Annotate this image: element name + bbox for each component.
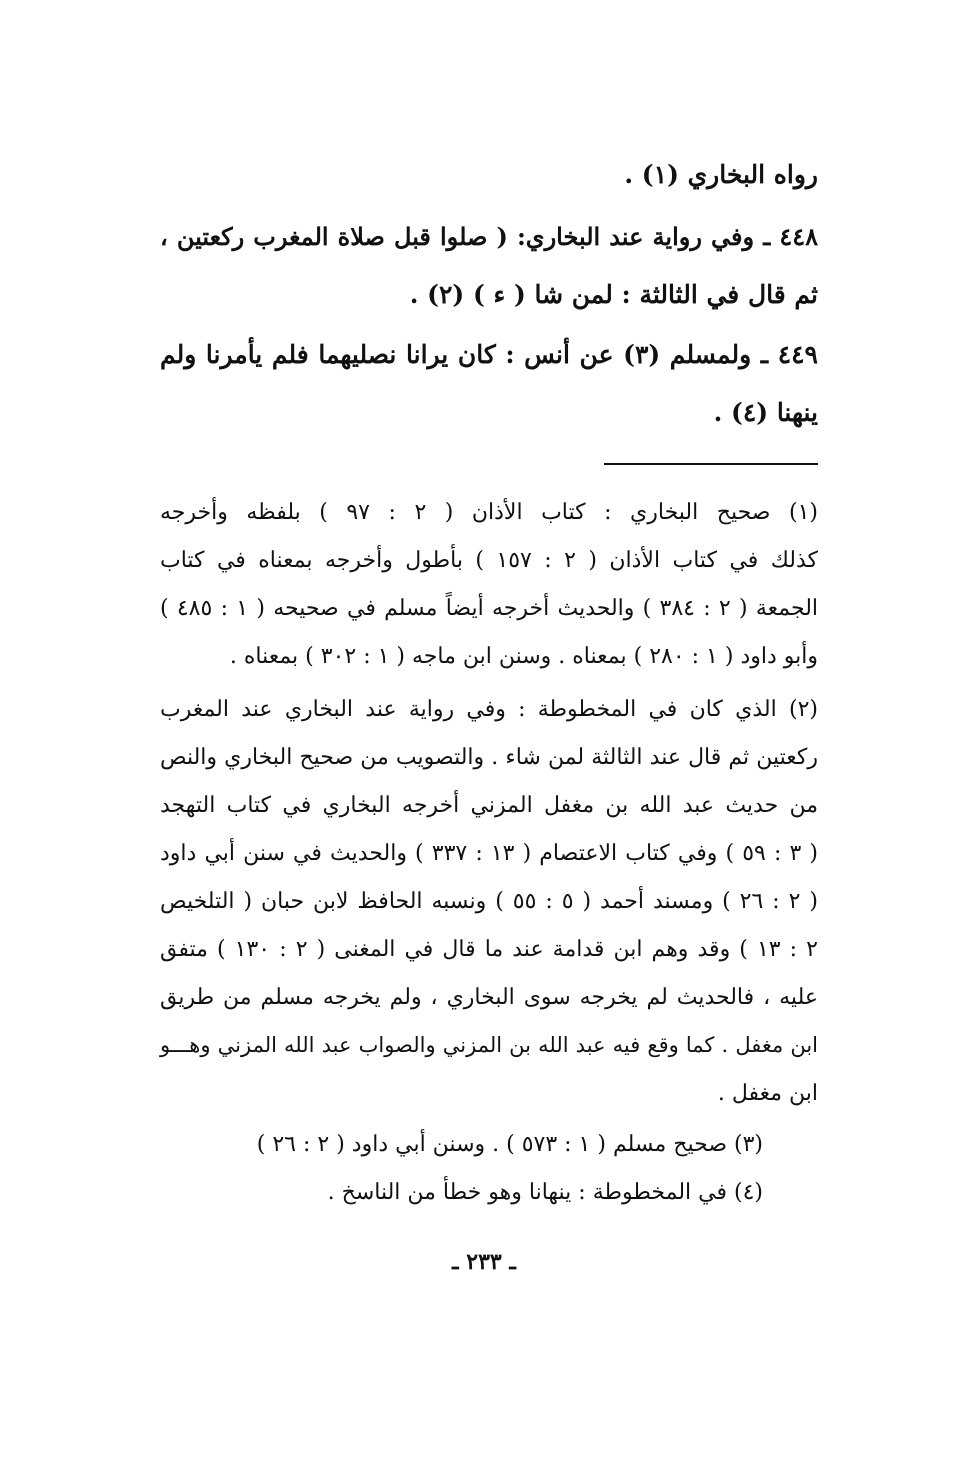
footnote-2-line-2: ركعتين ثم قال عند الثالثة لمن شاء . والتصويب من صحيح البخاري والنص — [160, 745, 818, 770]
hadith-449-line-1: ٤٤٩ ـ ولمسلم (٣) عن أنس : كان يرانا نصليهما فلم يأمرنا ولم — [160, 340, 818, 369]
main-text-line-1: رواه البخاري (١) . — [624, 160, 818, 189]
hadith-448-line-1: ٤٤٨ ـ وفي رواية عند البخاري: ( صلوا قبل صلاة المغرب ركعتين ، — [160, 222, 818, 251]
footnote-1-line-2: كذلك في كتاب الأذان ( ٢ : ١٥٧ ) بأطول وأخرجه بمعناه في كتاب — [160, 548, 818, 573]
footnote-3: (٣) صحيح مسلم ( ١ : ٥٧٣ ) . وسنن أبي داود ( ٢ : ٢٦ ) — [256, 1132, 763, 1157]
footnote-2-line-1: (٢) الذي كان في المخطوطة : وفي رواية عند البخاري عند المغرب — [160, 697, 818, 722]
footnote-2-line-6: ٢ : ١٣ ) وقد وهم ابن قدامة عند ما قال في المغنى ( ٢ : ١٣٠ ) متفق — [160, 937, 818, 962]
footnote-2-line-7: عليه ، فالحديث لم يخرجه سوى البخاري ، ولم يخرجه مسلم من طريق — [160, 985, 818, 1010]
footnote-2-line-5: ( ٢ : ٢٦ ) ومسند أحمد ( ٥ : ٥٥ ) ونسبه الحافظ لابن حبان ( التلخيص — [160, 889, 818, 914]
footnote-1-line-4: وأبو داود ( ١ : ٢٨٠ ) بمعناه . وسنن ابن ماجه ( ١ : ٣٠٢ ) بمعناه . — [229, 644, 818, 669]
footnote-1-line-3: الجمعة ( ٢ : ٣٨٤ ) والحديث أخرجه أيضاً مسلم في صحيحه ( ١ : ٤٨٥ ) — [160, 596, 819, 621]
footnote-2-line-4: ( ٣ : ٥٩ ) وفي كتاب الاعتصام ( ١٣ : ٣٣٧ ) والحديث في سنن أبي داود — [160, 841, 818, 866]
footnote-2-line-9: ابن مغفل . — [717, 1081, 818, 1106]
footnote-separator — [604, 463, 818, 465]
footnote-4: (٤) في المخطوطة : ينهانا وهو خطأ من الناسخ . — [327, 1180, 763, 1205]
footnote-1-line-1: (١) صحيح البخاري : كتاب الأذان ( ٢ : ٩٧ ) بلفظه وأخرجه — [160, 500, 818, 525]
page-number: ـ ٢٣٣ ـ — [452, 1249, 516, 1275]
hadith-449-line-2: ينهنا (٤) . — [713, 398, 818, 427]
footnote-2-line-3: من حديث عبد الله بن مغفل المزني أخرجه البخاري في كتاب التهجد — [160, 793, 818, 818]
footnote-2-line-8: ابن مغفل . كما وقع فيه عبد الله بن المزني والصواب عبد الله المزني وهـــو — [160, 1033, 818, 1057]
hadith-448-line-2: ثم قال في الثالثة : لمن شا ( ء ) (٢) . — [409, 280, 818, 309]
